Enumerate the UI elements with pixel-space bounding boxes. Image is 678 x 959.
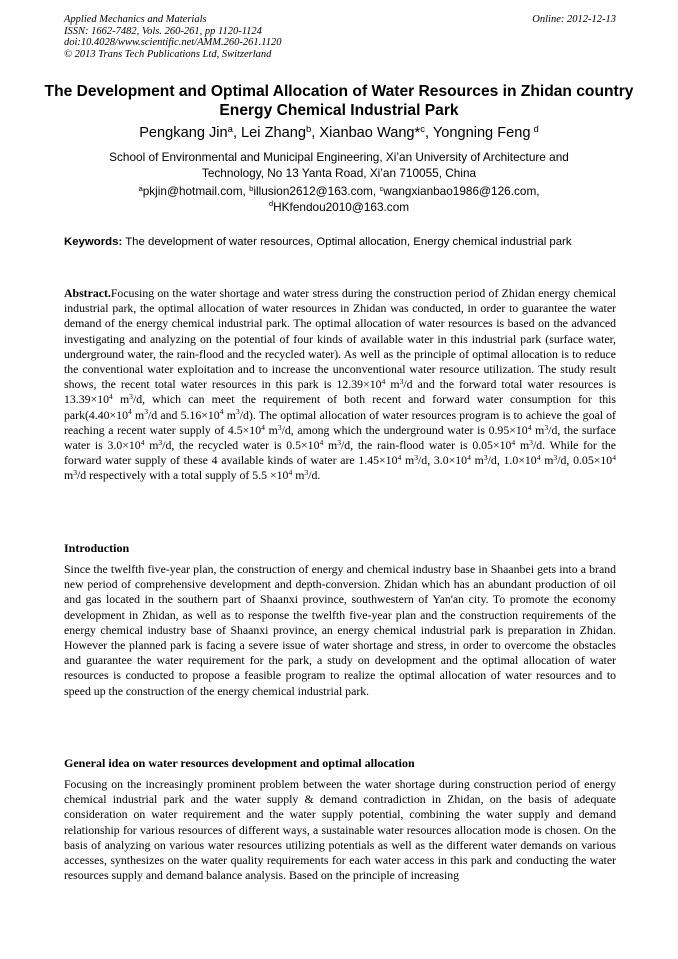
unit: m [268,422,278,437]
abstract-text: /d, the surface water is 3.0×10 [64,422,617,453]
exponent: 3 [399,377,404,387]
exponent: 3 [144,407,149,417]
unit: m [544,453,554,468]
exponent: 3 [553,453,558,463]
author-name: Pengkang Jin [139,125,228,141]
email-marker: c [379,183,384,193]
email-marker: b [249,183,254,193]
unit: m [474,453,484,468]
email-link[interactable]: illusion2612@163.com, [253,184,377,198]
journal-header [64,14,616,60]
online-date: Online: 2012-12-13 [532,14,616,25]
unit: m [519,438,530,453]
unit: m [226,407,236,422]
email-link[interactable]: wangxianbao1986@126.com, [383,184,540,198]
exponent: 3 [414,453,419,463]
exponent: 4 [319,437,324,447]
introduction-paragraph: Since the twelfth five-year plan, the construction of energy and chemical industry base in Shaanbei gets into a brand new period of comprehensive development and depth-conversion. Zhidan which has an abundant production of oil and gas located in the southern part of Shaanxi province, southwestern of Yan'an city. To promote the economy development in Zhidan, as well as to response the twelfth five-year plan and the construction requirements of the energy chemical industry base of Shaanxi province, an energy chemical industrial park is preparation in Zhidan. However the planned park is facing a severe issue of water shortage and stress, in order to overcome the obstacles and guarantee the water requirement for the park, a study on development and the optimal allocation of water resources is conducted to propose a feasible program to realize the optimal allocation of water resources and to speed up the construction of the energy chemical industrial park. [64,562,616,698]
exponent: 4 [109,392,113,402]
doi-line: doi:10.4028/www.scientific.net/AMM.260-261.1120 [64,37,282,49]
abstract-text: /d, 0.05×10 [557,453,613,468]
author-marker: b [305,123,312,135]
exponent: 4 [219,407,224,417]
exponent: 4 [612,453,617,463]
keywords-label: Keywords: [64,236,123,248]
section-heading-general-idea: General idea on water resources development and optimal allocation [64,756,415,770]
section-heading-introduction: Introduction [64,541,130,555]
affiliation-line: Technology, No 13 Yanta Road, Xi’an 710055, China [201,165,477,180]
abstract-text: /d, the recycled water is 0.5×10 [162,438,320,453]
email-link[interactable]: HKfendou2010@163.com [273,199,410,214]
exponent: 3 [129,392,133,402]
exponent: 4 [397,453,402,463]
abstract-label: Abstract. [64,286,111,300]
author-name: Yongning Feng [432,125,531,141]
keywords [64,235,616,250]
abstract-text: /d, 3.0×10 [418,453,468,468]
exponent: 3 [277,422,282,432]
author-separator: , [311,125,320,141]
author-list [40,124,638,142]
abstract-text: /d). The optimal allocation of water resources program is to achieve the goal of reaching a recent water supply of 4.5×10 [64,407,616,437]
unit: m [119,392,130,407]
exponent: 4 [288,468,293,478]
issn-line: ISSN: 1662-7482, Vols. 260-261, pp 1120-1124 [64,25,262,37]
affiliation [70,150,608,181]
abstract-text: Focusing on the water shortage and water stress during the construction period of Zhidan energy chemical industrial park, the optimal allocation of water resources in Zhidan was conducted, in order to guarantee the water demand of the energy chemical industrial park. The optimal allocation of water resources is based on the advanced investigating and analyzing on the potential of four kinds of available water in this industrial park (surface water, underground water, the rain-flood and the recycled water). As well as the principle of optimal allocation is to reduce the conventional water exploitation and to increase the unconventional water resource utilization. The study result shows, the recent total water resources in this park is 12.39×10 [64,286,616,392]
exponent: 4 [467,453,471,463]
paper-title: The Development and Optimal Allocation of Water Resources in Zhidan country Energy Chemical Industrial Park [44,83,634,119]
email-line [70,200,608,216]
unit: m [328,438,338,453]
email-marker: d [268,199,274,209]
unit: m [135,407,145,422]
author-separator: , [232,125,242,141]
exponent: 4 [127,407,132,417]
exponent: 4 [261,422,265,432]
abstract-text: /d respectively with a total supply of 5.5 ×10 [77,468,289,483]
author-marker: c [420,123,425,135]
abstract-text: /d. While for the forward water supply of these 4 available kinds of water are 1.45×10 [64,438,616,468]
author-marker: d [533,123,539,135]
unit: m [390,377,400,392]
exponent: 4 [381,377,386,387]
exponent: 4 [140,437,145,447]
unit: m [64,468,74,483]
affiliation-line: School of Environmental and Municipal Engineering, Xi’an University of Architecture and [109,150,569,164]
author-name: Xianbao Wang* [319,125,421,141]
exponent: 4 [511,437,516,447]
keywords-text: The development of water resources, Optimal allocation, Energy chemical industrial park [125,236,572,248]
exponent: 3 [337,437,342,447]
exponent: 3 [529,437,533,447]
author-name: Lei Zhang [241,125,306,141]
abstract-text: /d, 1.0×10 [487,453,537,468]
abstract-text: /d and 5.16×10 [148,407,220,422]
abstract-text: /d, which can meet the requirement of both recent and forward water consumption for this park(4.40×10 [64,392,616,422]
unit: m [405,453,415,468]
unit: m [295,468,305,483]
unit: m [149,438,159,453]
abstract-text: /d, among which the underground water is 0.95×10 [281,422,528,437]
copyright-line: © 2013 Trans Tech Publications Ltd, Switzerland [64,48,272,60]
author-marker: a [227,123,233,135]
email-line [70,184,608,200]
abstract [64,286,616,484]
email-marker: a [138,183,143,193]
journal-name: Applied Mechanics and Materials [64,14,207,25]
exponent: 3 [483,453,488,463]
author-separator: , [424,125,433,141]
general-idea-paragraph: Focusing on the increasingly prominent problem between the water shortage during construction period of energy chemical industrial park and the water supply & demand contradiction in Zhidan, on the basis of adequate consideration on water requirement and the water supply potential, combining the water supply and demand relationship for various resources of different ways, a sustainable water resources allocation mode is chosen. On the basis of analyzing on various water resources utilizing potentials as well as the different water demands on various accesses, synthesizes on the water quality requirements for each water access in this park and conducting the water resources supply and demand balance analysis. Based on the principle of increasing [64,777,616,883]
abstract-text: /d and the forward total water resources is 13.39×10 [64,377,616,407]
exponent: 3 [158,437,163,447]
exponent: 3 [304,468,309,478]
exponent: 3 [544,422,549,432]
exponent: 4 [527,422,532,432]
email-link[interactable]: pkjin@hotmail.com, [142,184,246,198]
exponent: 3 [73,468,78,478]
exponent: 4 [536,453,541,463]
abstract-text: /d, the rain-flood water is 0.05×10 [341,438,512,453]
exponent: 3 [235,407,240,417]
author-emails [70,184,608,215]
unit: m [535,422,545,437]
abstract-text: /d. [308,468,321,483]
